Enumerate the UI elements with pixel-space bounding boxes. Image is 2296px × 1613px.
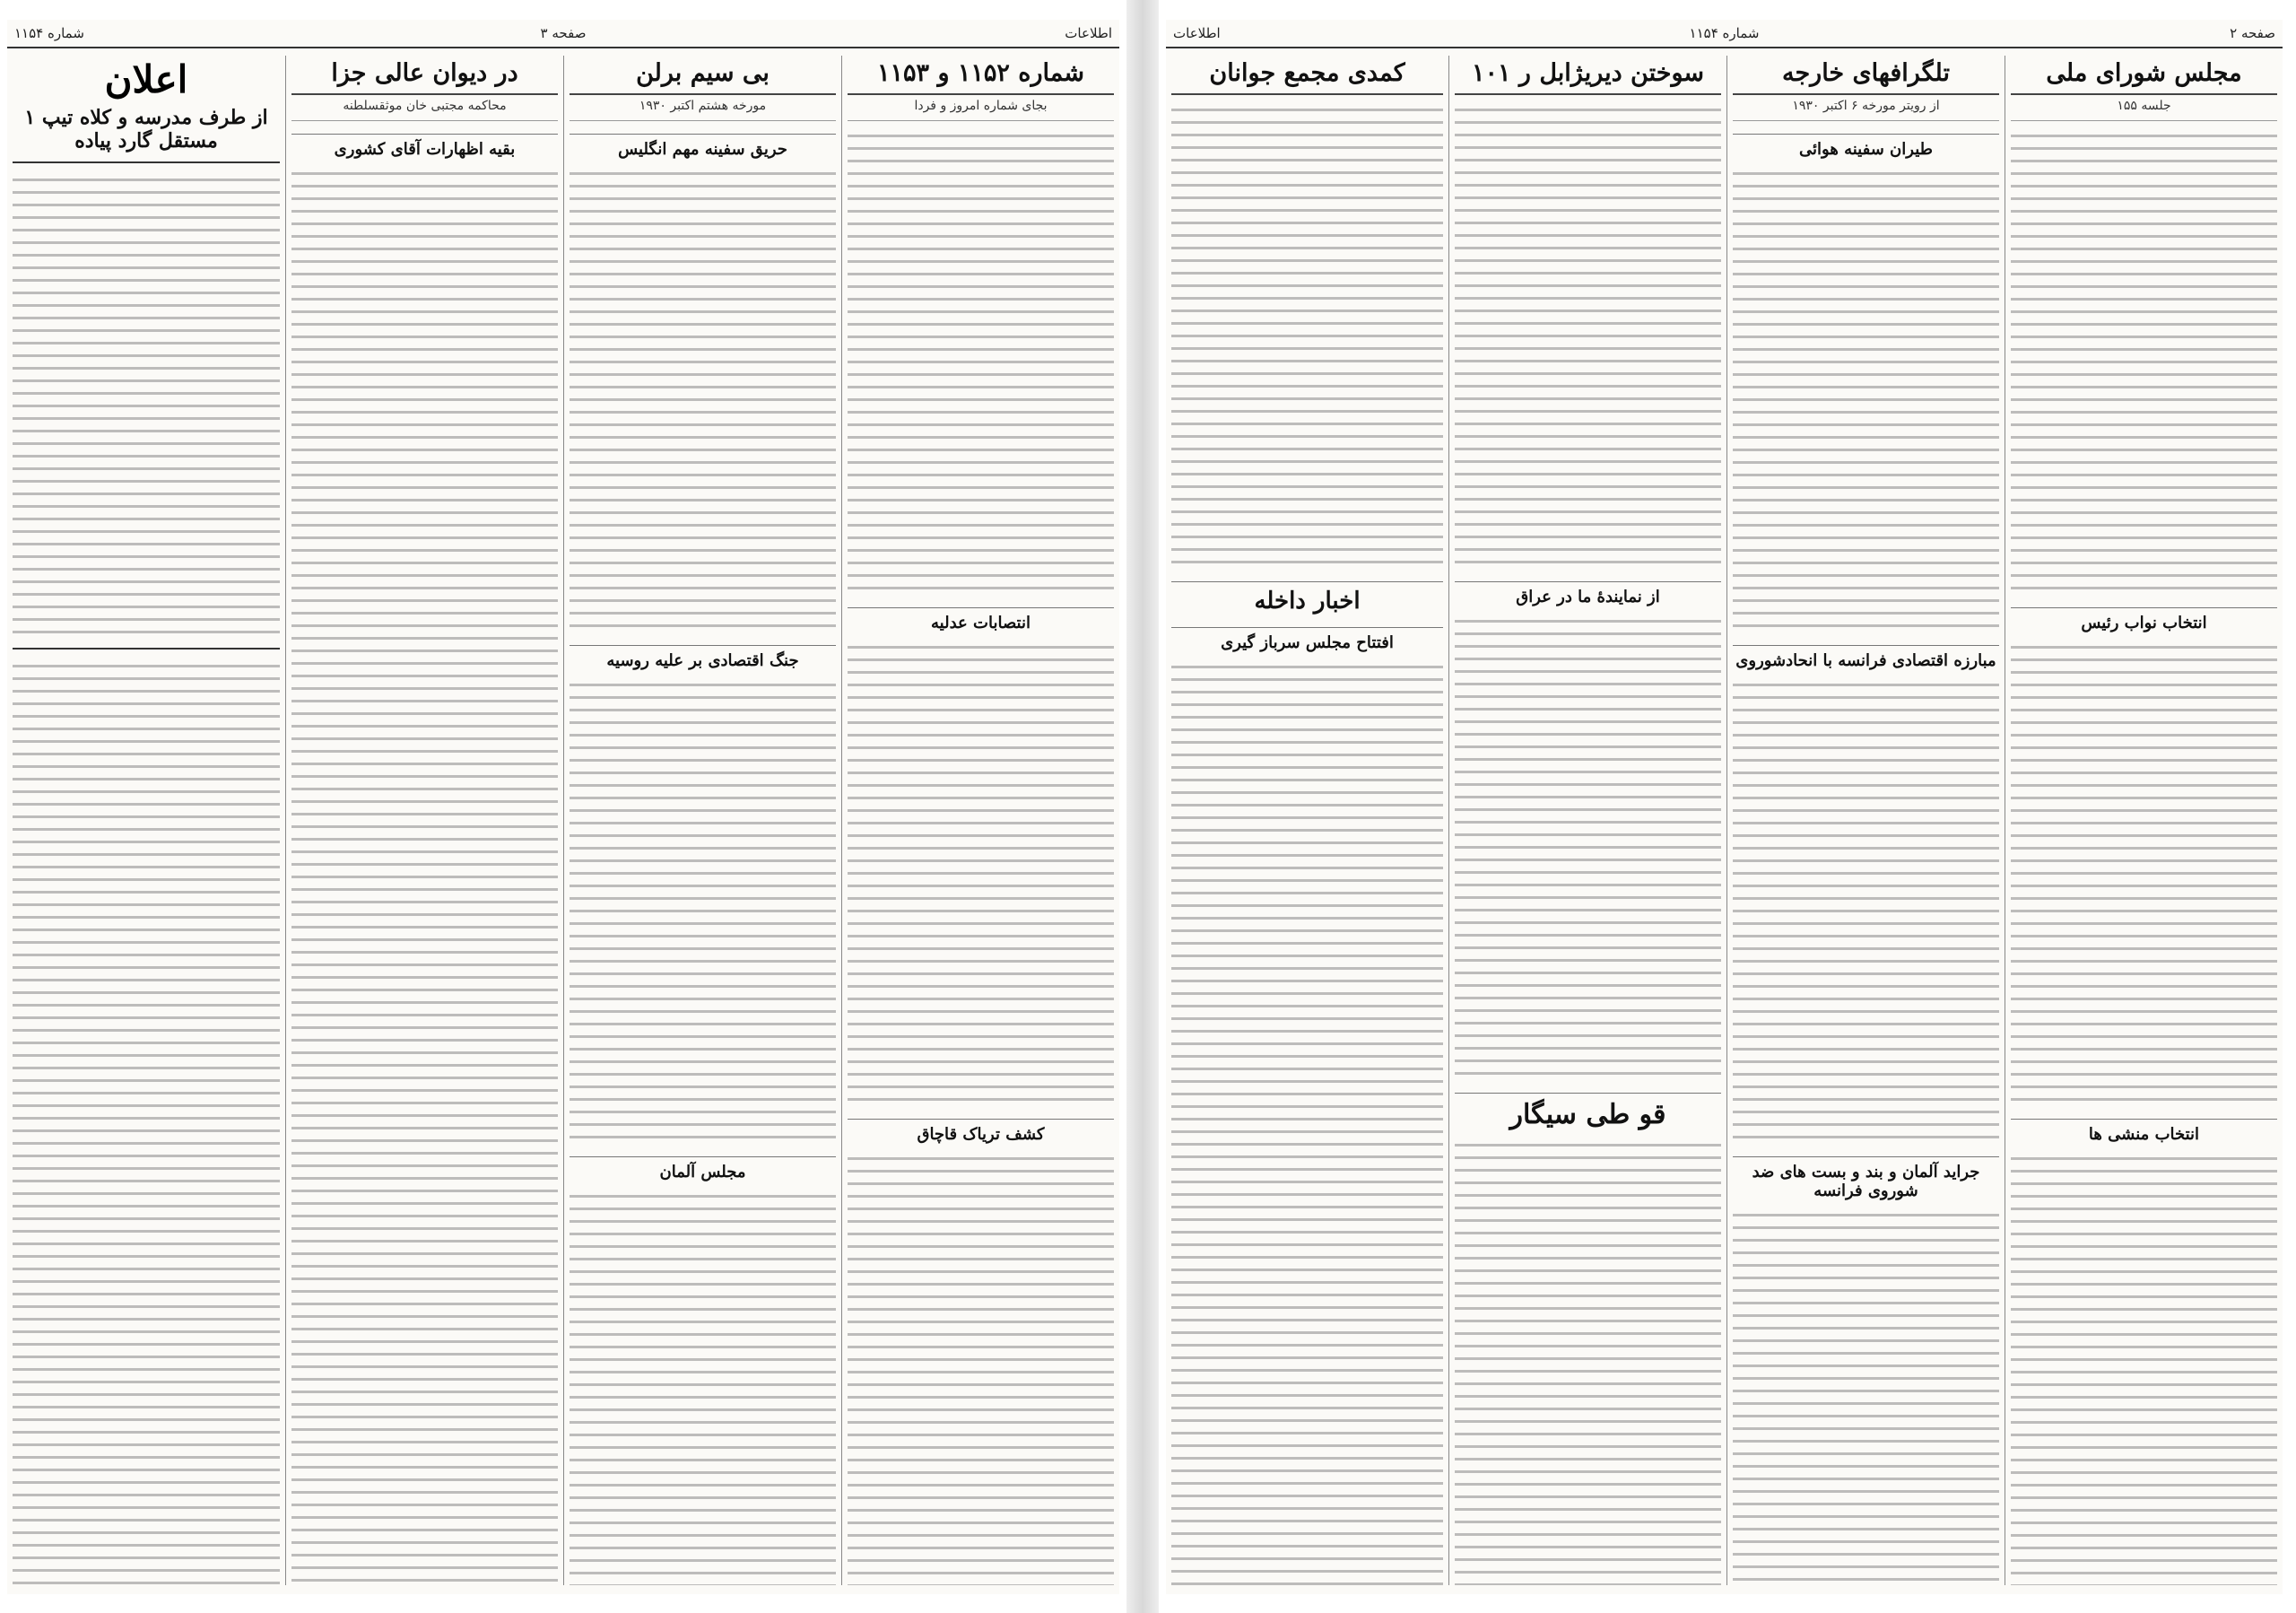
- sub-heading: جراید آلمان و بند و بست های ضد شوروی فرانسه: [1733, 1156, 1999, 1200]
- folio-issue-number: شماره ۱۱۵۴: [14, 25, 84, 41]
- section-heading: انتصابات عدلیه: [848, 607, 1114, 632]
- column-title: مجلس شورای ملی: [2011, 56, 2277, 95]
- left-page: [7, 20, 1119, 1594]
- article-body: [848, 1151, 1114, 1585]
- column-title: کمدی مجمع جوانان: [1171, 56, 1443, 95]
- article-body: [1733, 166, 1999, 632]
- left-page-folio: [7, 23, 1119, 48]
- folio-issue-number: شماره ۱۱۵۴: [1689, 25, 1760, 41]
- column-announcement: [7, 56, 285, 1585]
- column-subtitle: از رویتر مورخه ۶ اکتبر ۱۹۳۰: [1733, 95, 1999, 121]
- article-body: [570, 677, 836, 1144]
- sub-heading: مبارزه اقتصادی فرانسه با انحادشوروی: [1733, 645, 1999, 670]
- column-title: شماره ۱۱۵۲ و ۱۱۵۳: [848, 56, 1114, 95]
- article-body: [291, 166, 558, 1585]
- column-subtitle: مورخه هشتم اکتبر ۱۹۳۰: [570, 95, 836, 121]
- sub-heading: مجلس آلمان: [570, 1156, 836, 1181]
- folio-page-number: صفحه ۳: [540, 25, 587, 41]
- section-heading: حریق سفینه مهم انگلیس: [570, 134, 836, 159]
- article-body: [848, 640, 1114, 1106]
- article-body: [848, 128, 1114, 595]
- section-heading: از نمایندهٔ ما در عراق: [1455, 581, 1721, 606]
- article-body: [1171, 659, 1443, 1585]
- column-dirigible: [1448, 56, 1726, 1585]
- article-body: [1455, 102, 1721, 569]
- column-court: [285, 56, 563, 1585]
- right-page-folio: [1166, 23, 2283, 48]
- article-body: [2011, 1151, 2277, 1585]
- folio-title: اطلاعات: [1173, 25, 1221, 41]
- section-heading: انتخاب نواب رئیس: [2011, 607, 2277, 632]
- column-title: بی سیم برلن: [570, 56, 836, 95]
- article-body: [1171, 102, 1443, 569]
- column-title: سوختن دیریژابل ر ۱۰۱: [1455, 56, 1721, 95]
- announcement-body: [13, 172, 280, 639]
- article-body: [1455, 1138, 1721, 1585]
- sub-heading: کشف تریاک قاچاق: [848, 1119, 1114, 1144]
- article-body: [1733, 1208, 1999, 1585]
- page-gutter: [1126, 0, 1159, 1613]
- article-body: [1455, 614, 1721, 1080]
- sub-heading: انتخاب منشی ها: [2011, 1119, 2277, 1144]
- column-subtitle: بجای شماره امروز و فردا: [848, 95, 1114, 121]
- article-body: [2011, 128, 2277, 595]
- section-heading: طیران سفینه هوائی: [1733, 134, 1999, 159]
- section-heading: بقیه اظهارات آقای کشوری: [291, 134, 558, 159]
- article-body: [1733, 677, 1999, 1144]
- column-parliament: [2005, 56, 2283, 1585]
- column-headlines: [841, 56, 1119, 1585]
- article-body: [570, 1189, 836, 1585]
- sub-heading: افتتاح مجلس سرباز گیری: [1171, 627, 1443, 652]
- article-body: [13, 658, 280, 1585]
- folio-page-number: صفحه ۲: [2230, 25, 2275, 41]
- sub-heading: جنگ اقتصادی بر علیه روسیه: [570, 645, 836, 670]
- right-page: [1166, 20, 2283, 1594]
- article-body: [2011, 640, 2277, 1106]
- column-subtitle: محاکمه مجتبی خان موثقسلطنه: [291, 95, 558, 121]
- article-body: [570, 166, 836, 632]
- sub-heading: قو طی سیگار: [1455, 1093, 1721, 1130]
- column-youth-congress: [1166, 56, 1448, 1585]
- column-title: تلگرافهای خارجه: [1733, 56, 1999, 95]
- column-title: در دیوان عالی جزا: [291, 56, 558, 95]
- column-fire: [563, 56, 841, 1585]
- announcement-title: اعلان: [104, 57, 188, 101]
- folio-start: اطلاعات: [1065, 25, 1112, 41]
- column-subtitle: جلسه ۱۵۵: [2011, 95, 2277, 121]
- section-heading: اخبار داخله: [1171, 581, 1443, 615]
- announcement-subtitle: از طرف مدرسه و کلاه تیپ ۱ مستقل گارد پیاده: [24, 106, 268, 153]
- column-telegrams: [1726, 56, 2005, 1585]
- divider: [13, 648, 280, 650]
- divider: [13, 161, 280, 163]
